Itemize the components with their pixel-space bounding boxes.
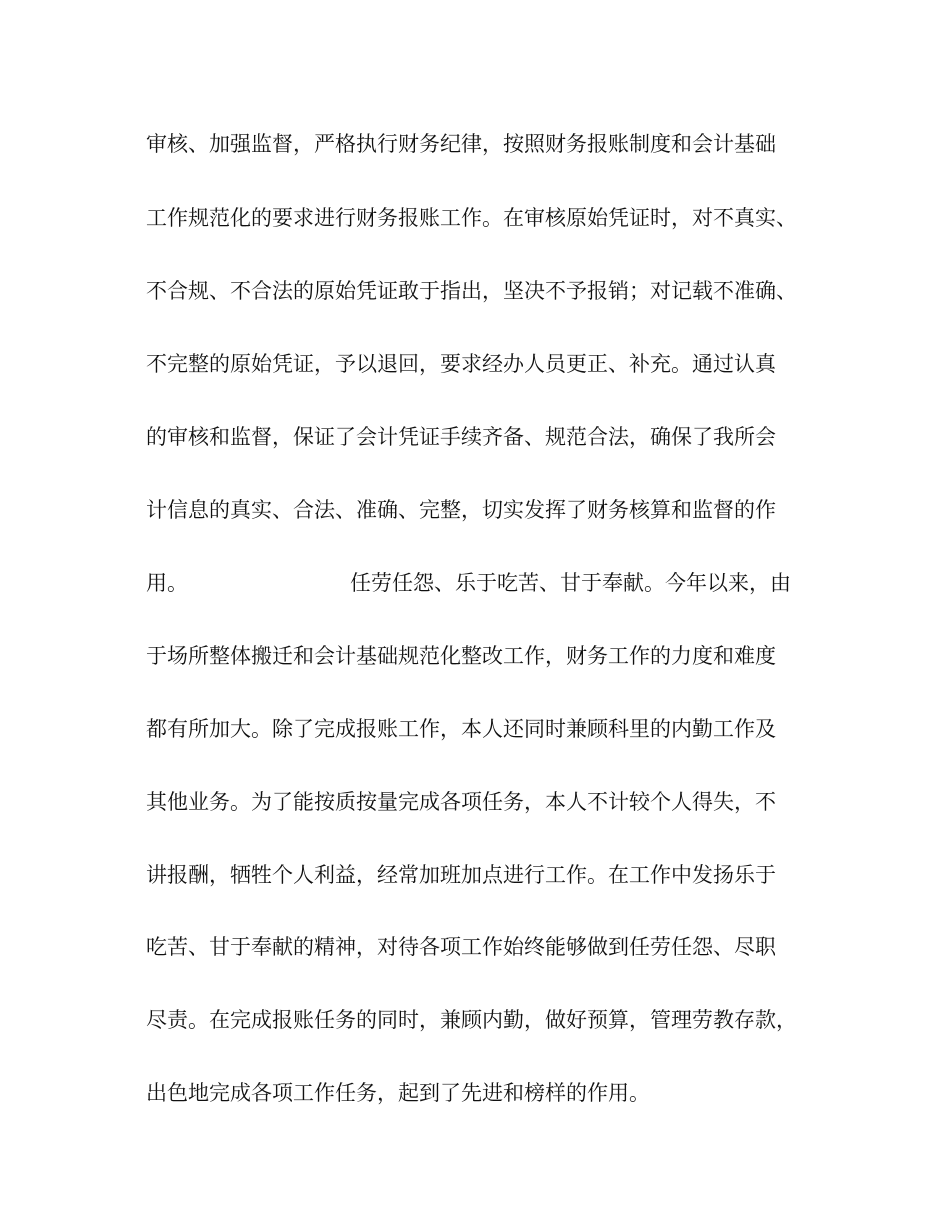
paragraph-line: 其他业务。为了能按质按量完成各项任务，本人不计较个人得失，不 bbox=[146, 790, 776, 814]
paragraph-line: 不合规、不合法的原始凭证敢于指出，坚决不予报销；对记载不准确、 bbox=[146, 279, 797, 303]
paragraph-line: 尽责。在完成报账任务的同时，兼顾内勤，做好预算，管理劳教存款， bbox=[146, 1008, 797, 1032]
paragraph-line-end: 用。 bbox=[146, 571, 188, 595]
paragraph-line: 审核、加强监督，严格执行财务纪律，按照财务报账制度和会计基础 bbox=[146, 132, 776, 156]
paragraph-line: 吃苦、甘于奉献的精神，对待各项工作始终能够做到任劳任怨、尽职 bbox=[146, 935, 776, 959]
paragraph-line: 都有所加大。除了完成报账工作，本人还同时兼顾科里的内勤工作及 bbox=[146, 717, 776, 741]
paragraph-line: 于场所整体搬迁和会计基础规范化整改工作，财务工作的力度和难度 bbox=[146, 644, 776, 668]
paragraph-line: 讲报酬，牺牲个人利益，经常加班加点进行工作。在工作中发扬乐于 bbox=[146, 863, 776, 887]
paragraph-line-start: 任劳任怨、乐于吃苦、甘于奉献。今年以来，由 bbox=[350, 571, 791, 595]
paragraph-line: 计信息的真实、合法、准确、完整，切实发挥了财务核算和监督的作 bbox=[146, 498, 776, 522]
paragraph-line: 工作规范化的要求进行财务报账工作。在审核原始凭证时，对不真实、 bbox=[146, 206, 797, 230]
paragraph-line: 不完整的原始凭证，予以退回，要求经办人员更正、补充。通过认真 bbox=[146, 352, 776, 376]
paragraph-line: 出色地完成各项工作任务，起到了先进和榜样的作用。 bbox=[146, 1081, 650, 1105]
paragraph-line: 的审核和监督，保证了会计凭证手续齐备、规范合法，确保了我所会 bbox=[146, 425, 776, 449]
paragraph-line-mixed bbox=[146, 565, 826, 601]
